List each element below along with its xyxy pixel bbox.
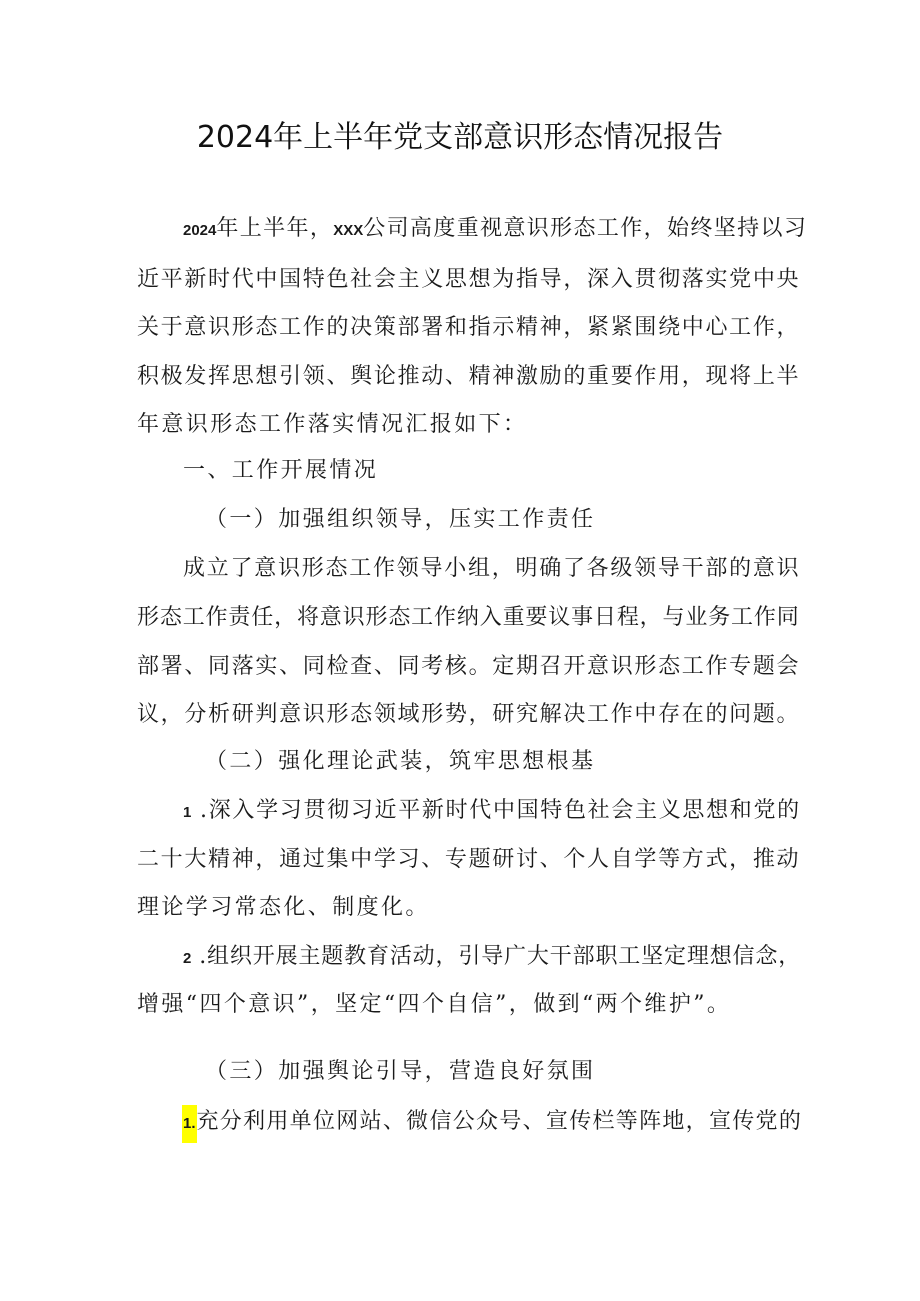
subsection-heading-3: （三）加强舆论引导，营造良好氛围 bbox=[205, 1059, 596, 1084]
sub2-item1-line-1 bbox=[183, 796, 801, 828]
sub1-line-3: 部署、同落实、同检查、同考核。定期召开意识形态工作专题会 bbox=[137, 654, 801, 679]
section-heading: 一、工作开展情况 bbox=[183, 458, 379, 483]
sub1-line-2: 形态工作责任，将意识形态工作纳入重要议事日程，与业务工作同 bbox=[137, 605, 800, 630]
sub3-item1-text: 充分利用单位网站、微信公众号、宣传栏等阵地，宣传党的 bbox=[196, 1109, 803, 1134]
sub2-item1-text: .深入学习贯彻习近平新时代中国特色社会主义思想和党的 bbox=[200, 798, 801, 823]
intro-year: 2024 bbox=[183, 222, 217, 239]
sub2-item2-text: .组织开展主题教育活动，引导广大干部职工坚定理想信念， bbox=[199, 944, 802, 969]
subsection-heading-1: （一）加强组织领导，压实工作责任 bbox=[205, 507, 596, 532]
intro-line-3: 关于意识形态工作的决策部署和指示精神，紧紧围绕中心工作， bbox=[137, 315, 801, 340]
sub1-line-1: 成立了意识形态工作领导小组，明确了各级领导干部的意识 bbox=[183, 556, 801, 581]
intro-line-1 bbox=[183, 214, 807, 246]
document-title: 2024年上半年党支部意识形态情况报告 bbox=[196, 120, 724, 155]
intro-line-2: 近平新时代中国特色社会主义思想为指导，深入贯彻落实党中央 bbox=[137, 267, 801, 292]
sub3-item1-line-1 bbox=[182, 1105, 802, 1143]
sub2-item1-line-3: 理论学习常态化、制度化。 bbox=[137, 895, 430, 920]
sub2-item1-number: 1 bbox=[183, 804, 192, 821]
subsection-heading-2: （二）强化理论武装，筑牢思想根基 bbox=[205, 749, 596, 774]
intro-line-4: 积极发挥思想引领、舆论推动、精神激励的重要作用，现将上半 bbox=[137, 364, 801, 389]
sub2-item1-line-2: 二十大精神，通过集中学习、专题研讨、个人自学等方式，推动 bbox=[137, 847, 801, 872]
intro-line-1-text: 年上半年， bbox=[216, 216, 334, 241]
sub2-item2-number: 2 bbox=[183, 950, 192, 967]
intro-line-5: 年意识形态工作落实情况汇报如下： bbox=[137, 412, 528, 437]
sub2-item2-line-2: 增强“四个意识”，坚定“四个自信”，做到“两个维护”。 bbox=[137, 992, 732, 1017]
intro-company: XXX bbox=[333, 222, 364, 239]
sub1-line-4: 议，分析研判意识形态领域形势，研究解决工作中存在的问题。 bbox=[137, 702, 801, 727]
sub3-item1-number-highlight: 1. bbox=[182, 1105, 197, 1143]
sub2-item2-line-1 bbox=[183, 942, 801, 974]
intro-line-1-tail: 公司高度重视意识形态工作，始终坚持以习 bbox=[363, 216, 808, 241]
